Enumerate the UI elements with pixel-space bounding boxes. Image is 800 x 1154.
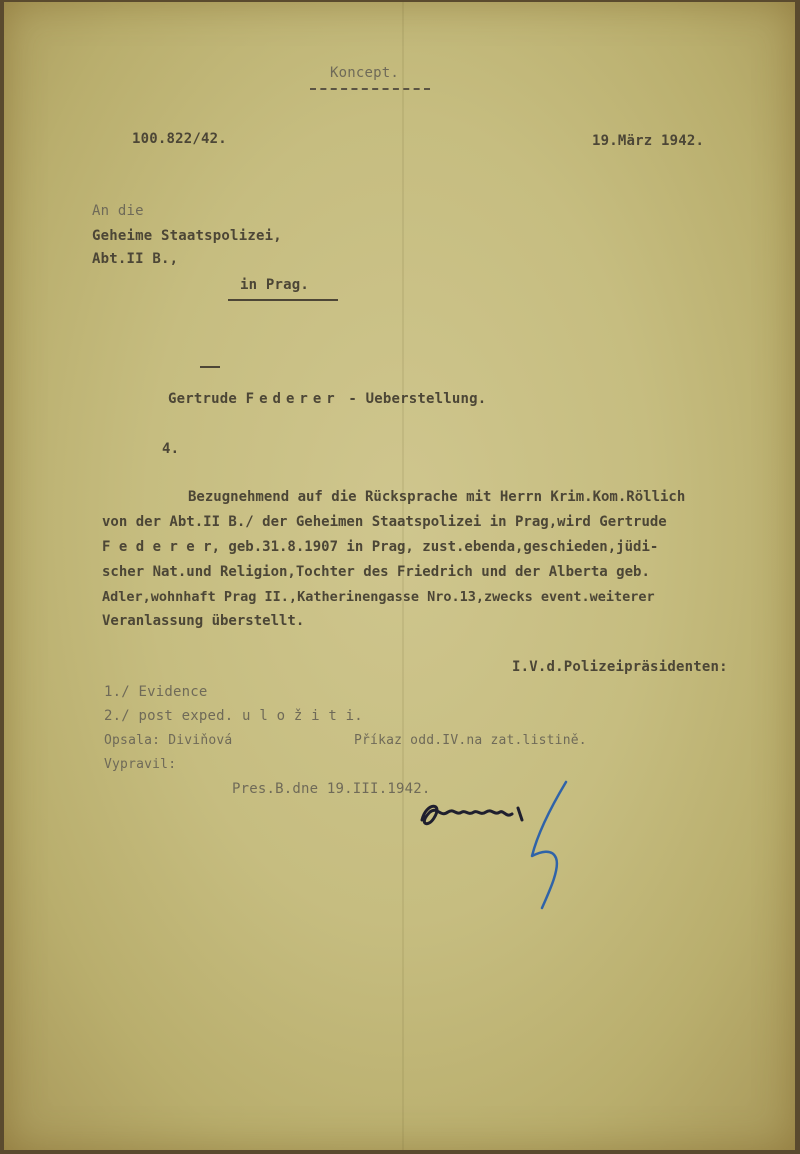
reference-number: 100.822/42. (132, 131, 227, 147)
address-line-4: in Prag. (240, 277, 310, 293)
address-line-1: An die (92, 203, 144, 219)
note-order: Příkaz odd.IV.na zat.listině. (354, 733, 587, 748)
separator-dash (200, 366, 220, 368)
subject-topic: - Ueberstellung. (348, 391, 487, 407)
body-line-3: F e d e r e r, geb.31.8.1907 in Prag, zust.ebenda,geschieden,jüdi- (102, 539, 659, 555)
subject-line (168, 391, 486, 407)
note-file: 2./ post exped. u l o ž i t i. (104, 708, 363, 724)
document-title: Koncept. (330, 65, 400, 81)
note-copied-by: Opsala: Diviňová (104, 733, 233, 748)
title-underline (310, 88, 430, 90)
body-line-6: Veranlassung überstellt. (102, 613, 305, 629)
body-line-4: scher Nat.und Religion,Tochter des Friedrich und der Alberta geb. (102, 564, 650, 580)
address-line-3: Abt.II B., (92, 251, 179, 267)
body-line-1: Bezugnehmend auf die Rücksprache mit Herrn Krim.Kom.Röllich (188, 489, 686, 505)
item-number: 4. (162, 441, 180, 457)
document-date: 19.März 1942. (592, 133, 705, 149)
body-line-5: Adler,wohnhaft Prag II.,Katherinengasse Nro.13,zwecks event.weiterer (102, 589, 655, 605)
subject-name: Gertrude (168, 391, 238, 407)
document-page (4, 2, 795, 1150)
address-line-2: Geheime Staatspolizei, (92, 228, 282, 244)
address-underline (228, 299, 338, 301)
note-evidence: 1./ Evidence (104, 684, 208, 700)
note-dispatched: Vypravil: (104, 757, 177, 772)
signatory-line: I.V.d.Polizeipräsidenten: (512, 659, 728, 675)
body-line-2: von der Abt.II B./ der Geheimen Staatspolizei in Prag,wird Gertrude (102, 514, 667, 530)
handwritten-signature (404, 772, 604, 922)
subject-surname: Federer (245, 391, 340, 407)
note-dated: Pres.B.dne 19.III.1942. (232, 781, 431, 797)
